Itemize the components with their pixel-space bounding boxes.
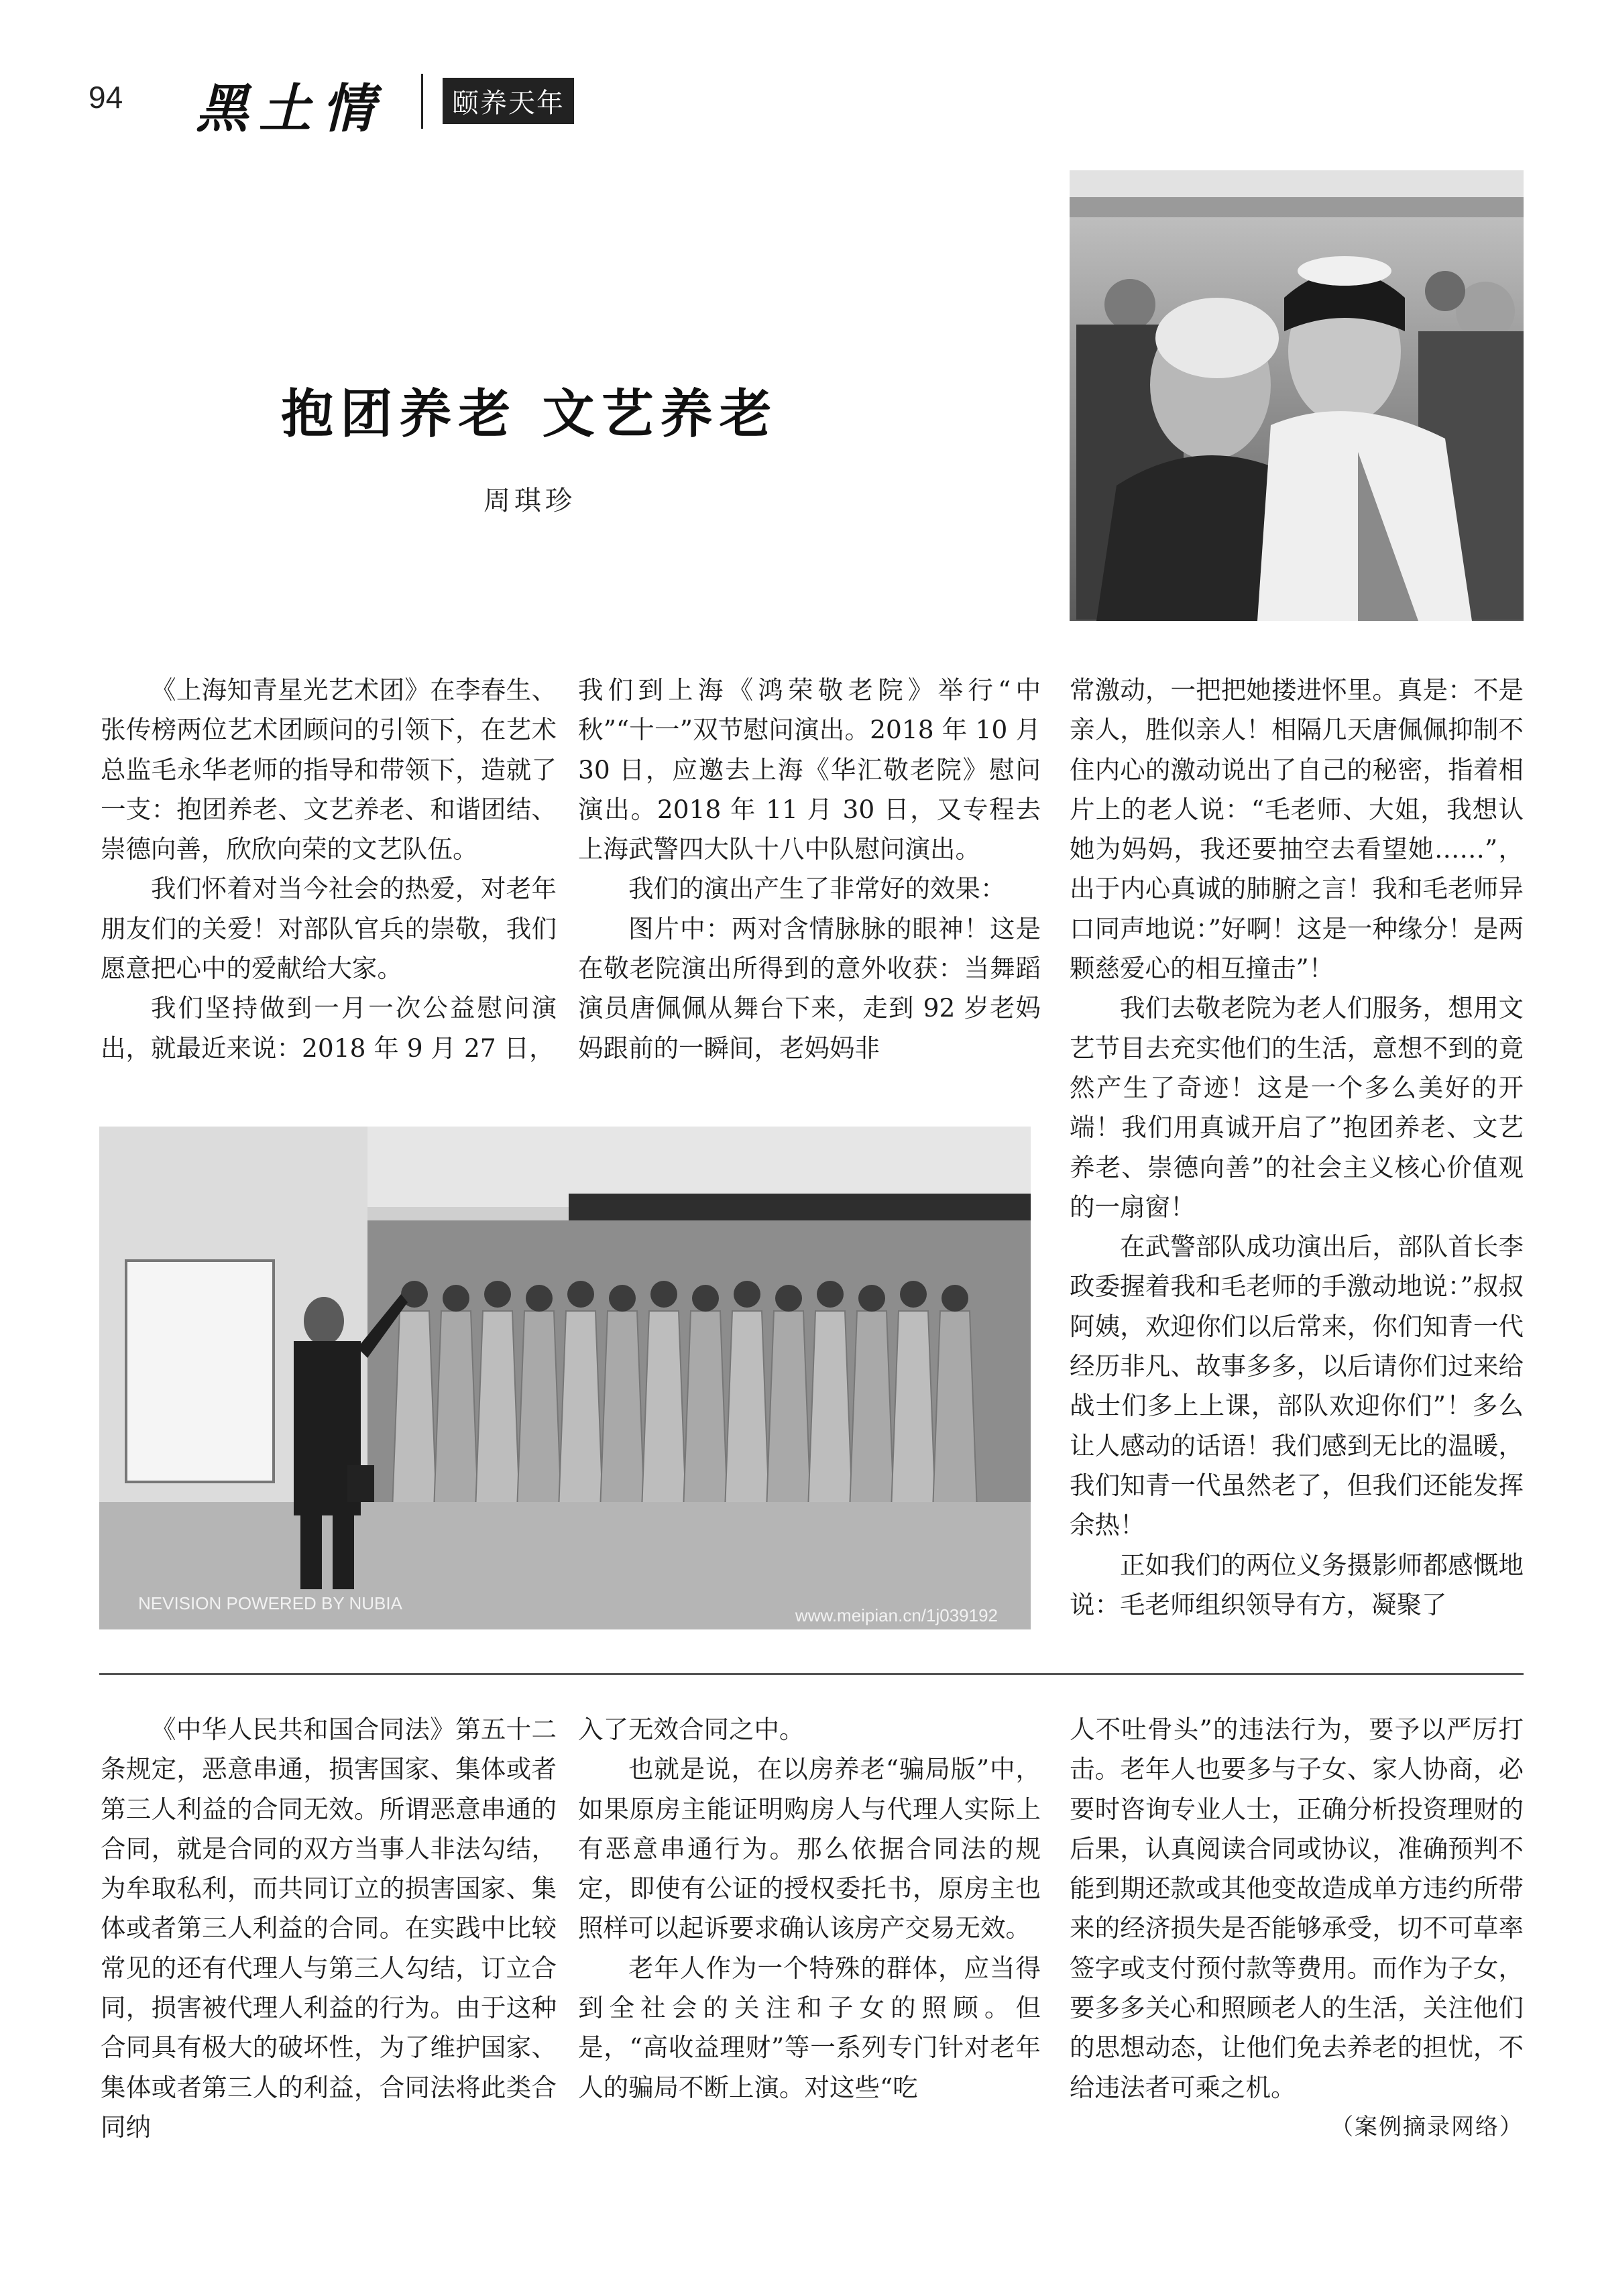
paragraph: 正如我们的两位义务摄影师都感慨地说：毛老师组织领导有方，凝聚了 [1070,1550,1524,1619]
paragraph: 图片中：两对含情脉脉的眼神！这是在敬老院演出所得到的意外收获：当舞蹈演员唐佩佩从舞台下来，走到 92 岁老妈妈跟前的一瞬间，老妈妈非 [578,913,1041,1063]
paragraph: 也就是说，在以房养老“骗局版”中，如果原房主能证明购房人与代理人实际上有恶意串通行为。那么依据合同法的规定，即使有公证的授权委托书，原房主也照样可以起诉要求确认该房产交易无效。 [578,1754,1041,1943]
magazine-logo: 黑土情 [196,78,386,139]
legal-column-1 [101,1710,557,2147]
paragraph: 我们坚持做到一月一次公益慰问演出，就最近来说：2018 年 9 月 27 日， [101,993,557,1063]
header-separator [421,74,423,129]
photo-choir-performance [99,1127,1031,1629]
photo-elderly-hug [1070,170,1524,621]
paragraph: 《上海知青星光艺术团》在李春生、张传榜两位艺术团顾问的引领下，在艺术总监毛永华老师的指导和带领下，造就了一支：抱团养老、文艺养老、和谐团结、崇德向善，欣欣向荣的文艺队伍。 [101,675,557,864]
paragraph: 在武警部队成功演出后，部队首长李政委握着我和毛老师的手激动地说：”叔叔阿姨，欢迎你们以后常来，你们知青一代经历非凡、故事多多，以后请你们过来给战士们多上上课，部队欢迎你们”！多么让人感动的话语！我们感到无比的温暖，我们知青一代虽然老了，但我们还能发挥余热！ [1070,1232,1524,1540]
legal-column-2 [578,1710,1041,2108]
legal-column-3 [1070,1710,1524,2147]
paragraph: 人不吐骨头”的违法行为，要予以严厉打击。老年人也要多与子女、家人协商，必要时咨询专业人士，正确分析投资理财的后果，认真阅读合同或协议，准确预判不能到期还款或其他变故造成单方违约所带来的经济损失是否能够承受，切不可草率签字或支付预付款等费用。而作为子女，要多多关心和照顾老人的生活，关注他们的思想动态，让他们免去养老的担忧，不给违法者可乘之机。 [1070,1715,1524,2102]
watermark-right: www.meipian.cn/1j039192 [795,1605,998,1625]
article-author: 周琪珍 [483,485,576,516]
article-column-1 [101,671,557,1068]
section-divider [99,1673,1524,1675]
paragraph: 我们怀着对当今社会的热爱，对老年朋友们的关爱！对部队官兵的崇敬，我们愿意把心中的爱献给大家。 [101,874,557,984]
watermark-left: NEVISION POWERED BY NUBIA [138,1593,402,1613]
column-tag: 颐养天年 [443,78,574,124]
source-note: （案例摘录网络） [1330,2113,1524,2140]
paragraph: 常激动，一把把她搂进怀里。真是：不是亲人，胜似亲人！相隔几天唐佩佩抑制不住内心的激动说出了自己的秘密，指着相片上的老人说：“毛老师、大姐，我想认她为妈妈，我还要抽空去看望她……”，出于内心真诚的肺腑之言！我和毛老师异口同声地说：”好啊！这是一种缘分！是两颗慈爱心的相互撞击”！ [1070,675,1524,984]
article-column-2 [578,671,1041,1068]
paragraph: 入了无效合同之中。 [578,1715,805,1744]
article-column-3 [1070,671,1524,1625]
paragraph: 我们去敬老院为老人们服务，想用文艺节目去充实他们的生活，意想不到的竟然产生了奇迹！这是一个多么美好的开端！我们用真诚开启了”抱团养老、文艺养老、崇德向善”的社会主义核心价值观的一扇窗！ [1070,993,1524,1222]
paragraph: 老年人作为一个特殊的群体，应当得到全社会的关注和子女的照顾。但是，“高收益理财”等一系列专门针对老年人的骗局不断上演。对这些“吃 [578,1953,1041,2102]
page-number: 94 [89,80,123,115]
article-title: 抱团养老 文艺养老 [281,384,779,445]
paragraph: 我们的演出产生了非常好的效果： [628,874,1006,904]
paragraph: 《中华人民共和国合同法》第五十二条规定，恶意串通，损害国家、集体或者第三人利益的合同无效。所谓恶意串通的合同，就是合同的双方当事人非法勾结，为牟取私利，而共同订立的损害国家、集体或者第三人利益的合同。在实践中比较常见的还有代理人与第三人勾结，订立合同，损害被代理人利益的行为。由于这种合同具有极大的破坏性，为了维护国家、集体或者第三人的利益，合同法将此类合同纳 [101,1715,557,2142]
paragraph: 我们到上海《鸿荣敬老院》举行“中秋”“十一”双节慰问演出。2018 年 10 月 30 日，应邀去上海《华汇敬老院》慰问演出。2018 年 11 月 30 日，又专程去上海武警四大队十八中队慰问演出。 [578,675,1041,864]
